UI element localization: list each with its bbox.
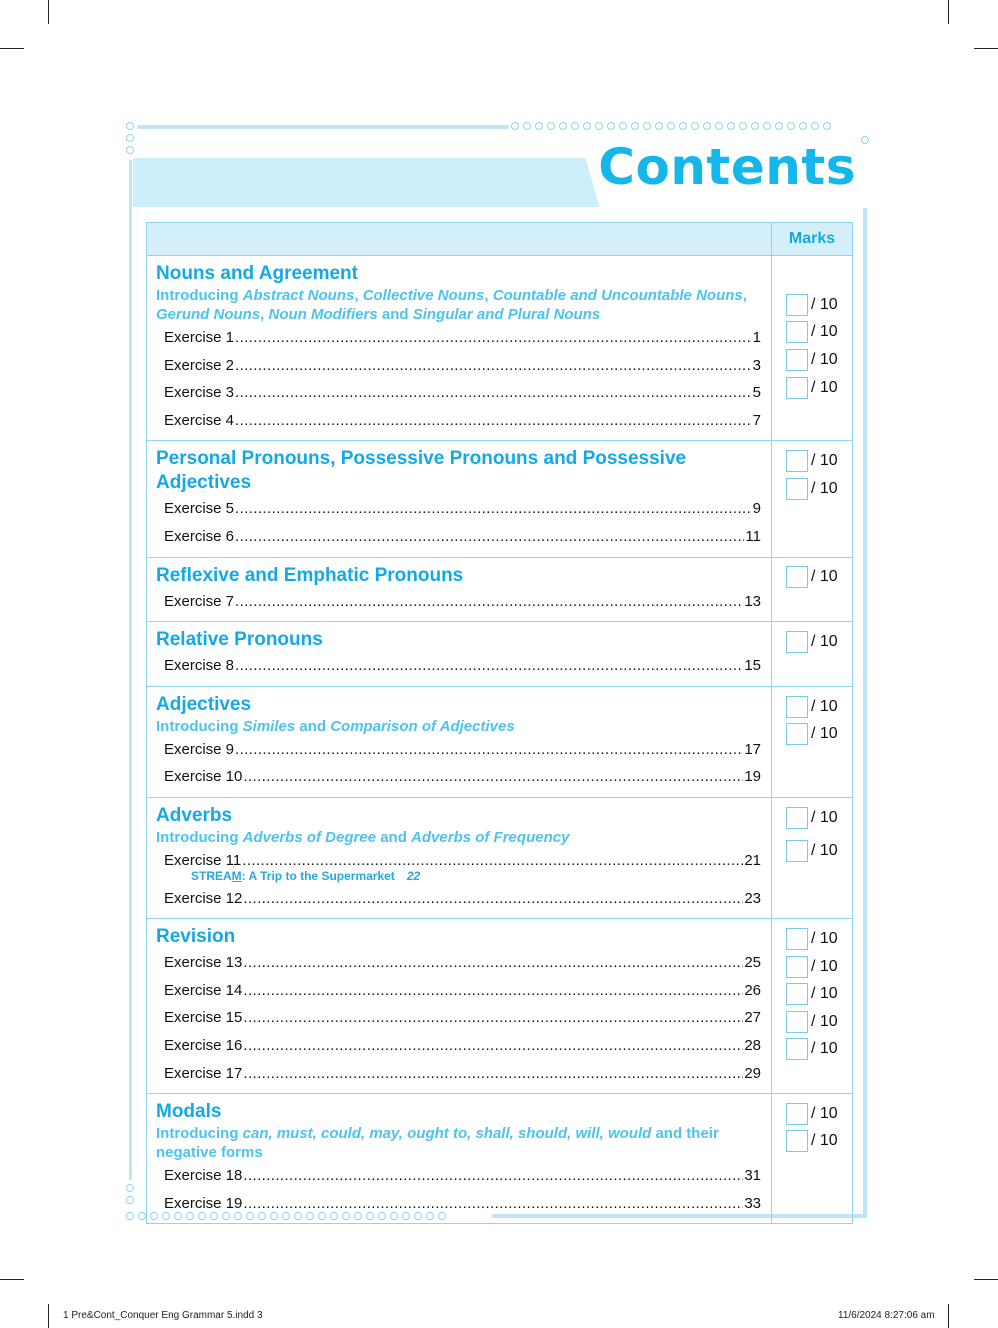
intro-text: and their negative forms: [156, 1125, 719, 1162]
exercise-label: Exercise 15: [164, 1009, 243, 1027]
intro-text: Introducing: [156, 828, 243, 846]
exercise-label: Exercise 5: [164, 500, 235, 518]
crop-mark: [948, 0, 949, 24]
section-row: [147, 622, 853, 687]
marks-entry: [786, 804, 852, 832]
page-number: 27: [744, 1009, 761, 1027]
frame-dot: [126, 146, 134, 154]
intro-text: Introducing: [156, 717, 243, 735]
frame-dot: [861, 136, 869, 144]
marks-out-of: / 10: [811, 295, 838, 313]
intro-term: can, must, could, may, ought to, shall, should, will, would: [242, 1125, 652, 1143]
marks-input-box[interactable]: [786, 1103, 808, 1125]
marks-out-of: / 10: [811, 808, 838, 826]
table-header-blank: [147, 223, 772, 256]
frame-dot: [691, 122, 699, 130]
marks-input-box[interactable]: [786, 807, 808, 829]
page-number: 25: [744, 954, 761, 972]
dot-leader: [235, 352, 752, 380]
marks-input-box[interactable]: [786, 928, 808, 950]
dot-leader: [235, 407, 752, 435]
frame-dot: [559, 122, 567, 130]
marks-input-box[interactable]: [786, 631, 808, 653]
marks-out-of: / 10: [811, 1040, 838, 1058]
exercise-row[interactable]: [156, 763, 761, 791]
marks-entry: [786, 628, 852, 656]
section-title: Reflexive and Emphatic Pronouns: [156, 564, 464, 586]
intro-text: Introducing: [156, 1125, 243, 1143]
marks-input-box[interactable]: [786, 956, 808, 978]
intro-text: ,: [484, 287, 493, 304]
dot-leader: [235, 588, 743, 616]
frame-dot: [607, 122, 615, 130]
page-title: Contents: [598, 138, 856, 196]
intro-term: Adverbs of Degree: [242, 828, 377, 846]
marks-entry: [786, 291, 852, 319]
marks-input-box[interactable]: [786, 696, 808, 718]
exercise-row[interactable]: [156, 949, 761, 977]
page-number: 9: [752, 500, 761, 518]
frame-dot: [823, 122, 831, 130]
page-number: 19: [744, 768, 761, 786]
intro-term: Noun Modifiers: [268, 306, 378, 323]
exercise-label: Exercise 9: [164, 740, 235, 758]
marks-column-header: Marks: [772, 223, 853, 256]
table-header-row: [147, 223, 853, 256]
dot-leader: [243, 949, 743, 977]
page-number: 3: [752, 356, 761, 374]
marks-input-box[interactable]: [786, 321, 808, 343]
exercise-label: Exercise 16: [164, 1036, 243, 1054]
page-number: 29: [744, 1064, 761, 1082]
section-title: Modals: [156, 1101, 222, 1123]
section-title: Revision: [156, 926, 236, 948]
frame-dot: [715, 122, 723, 130]
marks-out-of: / 10: [811, 323, 838, 341]
marks-input-box[interactable]: [786, 1038, 808, 1060]
frame-dot: [739, 122, 747, 130]
marks-input-box[interactable]: [786, 349, 808, 371]
frame-right-line: [863, 160, 867, 1218]
marks-out-of: / 10: [811, 350, 838, 368]
intro-term: Adverbs of Frequency: [411, 828, 570, 846]
footer-file-name: 1 Pre&Cont_Conquer Eng Grammar 5.indd 3: [63, 1310, 263, 1321]
intro-term: Gerund Nouns: [156, 306, 261, 323]
frame-dot: [126, 1184, 134, 1192]
page-number: 5: [752, 384, 761, 402]
exercise-row[interactable]: [156, 352, 761, 380]
marks-out-of: / 10: [811, 378, 838, 396]
crop-mark: [0, 48, 24, 49]
exercise-label: Exercise 13: [164, 954, 243, 972]
marks-entry: [786, 475, 852, 503]
frame-dots-left-bottom: [126, 1184, 134, 1204]
section-row: [147, 686, 853, 797]
marks-entry: [786, 1008, 852, 1036]
exercise-label: Exercise 19: [164, 1194, 243, 1212]
dot-leader: [243, 977, 743, 1005]
marks-entry: [786, 1128, 852, 1156]
frame-dot: [547, 122, 555, 130]
marks-entry: [786, 693, 852, 721]
exercise-label: Exercise 8: [164, 657, 235, 675]
page-number: 13: [744, 592, 761, 610]
marks-cell: [772, 622, 853, 687]
marks-input-box[interactable]: [786, 566, 808, 588]
section-row: [147, 919, 853, 1094]
frame-dot: [523, 122, 531, 130]
intro-text: and: [376, 828, 412, 846]
frame-dot: [511, 122, 519, 130]
exercise-label: Exercise 12: [164, 889, 243, 907]
frame-dot: [703, 122, 711, 130]
frame-dot: [126, 134, 134, 142]
section-intro: [156, 286, 761, 324]
section-row: [147, 441, 853, 557]
marks-cell: [772, 919, 853, 1094]
dot-leader: [243, 763, 743, 791]
dot-leader: [243, 1190, 743, 1218]
marks-out-of: / 10: [811, 697, 838, 715]
exercise-row[interactable]: [156, 324, 761, 352]
exercise-label: Exercise 2: [164, 356, 235, 374]
section-title: Relative Pronouns: [156, 629, 323, 651]
exercise-row[interactable]: [156, 1004, 761, 1032]
marks-entry: [786, 1100, 852, 1128]
frame-dot: [595, 122, 603, 130]
contents-body: [147, 256, 853, 1224]
marks-out-of: / 10: [811, 1104, 838, 1122]
marks-entry: [786, 953, 852, 981]
frame-dot: [727, 122, 735, 130]
section-intro: [156, 828, 761, 847]
section-content-cell: [147, 622, 772, 687]
marks-entry: [786, 564, 852, 592]
marks-out-of: / 10: [811, 725, 838, 743]
intro-term: Countable and Uncountable Nouns: [492, 287, 743, 304]
marks-input-box[interactable]: [786, 1130, 808, 1152]
marks-out-of: / 10: [811, 632, 838, 650]
page-number: 7: [752, 411, 761, 429]
intro-text: Introducing: [156, 287, 243, 304]
stream-label-pre: STREA: [191, 868, 232, 883]
frame-dots-top: [511, 122, 831, 130]
exercise-label: Exercise 4: [164, 411, 235, 429]
marks-out-of: / 10: [811, 1012, 838, 1030]
section-content-cell: [147, 1094, 772, 1224]
page-number: 1: [752, 329, 761, 346]
marks-input-box[interactable]: [786, 840, 808, 862]
page-number: 23: [744, 889, 761, 907]
intro-text: and: [295, 717, 331, 735]
section-row: [147, 557, 853, 622]
frame-dot: [643, 122, 651, 130]
intro-text: ,: [742, 287, 747, 304]
marks-spacer: [786, 262, 852, 291]
stream-label-title: : A Trip to the Supermarket: [241, 868, 395, 883]
marks-entry: [786, 980, 852, 1008]
section-title: Adjectives: [156, 693, 252, 715]
dot-leader: [243, 1060, 743, 1088]
marks-out-of: / 10: [811, 1132, 838, 1150]
marks-input-box[interactable]: [786, 723, 808, 745]
dot-leader: [235, 379, 752, 407]
page-number: 17: [744, 740, 761, 758]
marks-input-box[interactable]: [786, 294, 808, 316]
frame-dot: [763, 122, 771, 130]
page-number: 28: [744, 1036, 761, 1054]
frame-left-line: [129, 160, 132, 1180]
section-content-cell: [147, 919, 772, 1094]
stream-page-number: 22: [406, 868, 421, 883]
frame-dot: [583, 122, 591, 130]
crop-mark: [948, 1304, 949, 1328]
marks-input-box[interactable]: [786, 983, 808, 1005]
intro-text: ,: [354, 287, 363, 304]
dot-leader: [243, 885, 743, 913]
exercise-label: Exercise 7: [164, 592, 235, 610]
dot-leader: [235, 652, 743, 680]
marks-out-of: / 10: [811, 957, 838, 975]
intro-term: Singular and Plural Nouns: [412, 306, 601, 323]
marks-input-box[interactable]: [786, 450, 808, 472]
marks-out-of: / 10: [811, 842, 838, 860]
section-content-cell: [147, 557, 772, 622]
stream-label-underlined: M: [231, 868, 242, 883]
marks-entry: [786, 838, 852, 866]
marks-input-box[interactable]: [786, 377, 808, 399]
section-title: Adverbs: [156, 804, 233, 826]
crop-mark: [974, 1279, 998, 1280]
marks-entry: [786, 374, 852, 402]
marks-out-of: / 10: [811, 452, 838, 470]
frame-dot: [126, 122, 134, 130]
frame-dot: [138, 1212, 146, 1220]
marks-cell: [772, 1094, 853, 1224]
contents-table: [146, 222, 853, 1224]
crop-mark: [48, 1304, 49, 1328]
section-row: [147, 1094, 853, 1224]
exercise-label: Exercise 1: [164, 329, 235, 346]
marks-entry: [786, 1036, 852, 1064]
marks-cell: [772, 686, 853, 797]
frame-dot: [787, 122, 795, 130]
marks-out-of: / 10: [811, 929, 838, 947]
marks-cell: [772, 441, 853, 557]
intro-term: Comparison of Adjectives: [330, 717, 515, 735]
intro-text: and: [377, 306, 413, 323]
exercise-row[interactable]: [156, 977, 761, 1005]
section-row: [147, 797, 853, 918]
page-number: 31: [744, 1167, 761, 1185]
section-intro: [156, 1124, 761, 1162]
exercise-label: Exercise 18: [164, 1167, 243, 1185]
exercise-row[interactable]: [156, 495, 761, 523]
exercise-row[interactable]: [156, 885, 761, 913]
exercise-label: Exercise 6: [164, 527, 235, 545]
frame-dot: [619, 122, 627, 130]
exercise-label: Exercise 3: [164, 384, 235, 402]
exercise-row[interactable]: [156, 523, 761, 551]
section-content-cell: [147, 256, 772, 441]
marks-entry: [786, 447, 852, 475]
dot-leader: [243, 1004, 743, 1032]
section-title: Personal Pronouns, Possessive Pronouns and Possessive Adjectives: [156, 448, 687, 494]
marks-entry: [786, 925, 852, 953]
dot-leader: [235, 324, 752, 352]
page-number: 33: [744, 1194, 761, 1212]
frame-dot: [799, 122, 807, 130]
exercise-label: Exercise 14: [164, 981, 243, 999]
exercise-label: Exercise 17: [164, 1064, 243, 1082]
frame-dot: [775, 122, 783, 130]
frame-dot: [667, 122, 675, 130]
exercise-row[interactable]: [156, 1190, 761, 1218]
exercise-row[interactable]: [156, 736, 761, 764]
exercise-row[interactable]: [156, 1032, 761, 1060]
marks-out-of: / 10: [811, 479, 838, 497]
intro-term: Collective Nouns: [362, 287, 485, 304]
exercise-label: Exercise 10: [164, 768, 243, 786]
marks-input-box[interactable]: [786, 478, 808, 500]
intro-text: ,: [260, 306, 269, 323]
frame-dot: [631, 122, 639, 130]
frame-dot: [126, 1212, 134, 1220]
marks-input-box[interactable]: [786, 1011, 808, 1033]
dot-leader: [235, 736, 743, 764]
exercise-row[interactable]: [156, 407, 761, 435]
frame-dot: [126, 1196, 134, 1204]
dot-leader: [235, 523, 744, 551]
dot-leader: [243, 1162, 743, 1190]
exercise-row[interactable]: [156, 652, 761, 680]
marks-cell: [772, 256, 853, 441]
marks-out-of: / 10: [811, 985, 838, 1003]
frame-dot: [751, 122, 759, 130]
intro-term: Similes: [242, 717, 296, 735]
footer-timestamp: 11/6/2024 8:27:06 am: [838, 1310, 935, 1321]
section-content-cell: [147, 797, 772, 918]
section-row: [147, 256, 853, 441]
marks-cell: [772, 797, 853, 918]
intro-term: Abstract Nouns: [242, 287, 355, 304]
exercise-row[interactable]: [156, 588, 761, 616]
section-content-cell: [147, 686, 772, 797]
exercise-row[interactable]: [156, 1162, 761, 1190]
exercise-row[interactable]: [156, 1060, 761, 1088]
marks-entry: [786, 319, 852, 347]
marks-cell: [772, 557, 853, 622]
page-number: 15: [744, 657, 761, 675]
page-number: 26: [744, 981, 761, 999]
frame-dot: [811, 122, 819, 130]
frame-dot: [535, 122, 543, 130]
dot-leader: [243, 1032, 743, 1060]
page-number: 21: [744, 851, 761, 869]
frame-dot: [571, 122, 579, 130]
section-title: Nouns and Agreement: [156, 263, 358, 284]
frame-dot: [655, 122, 663, 130]
marks-entry: [786, 346, 852, 374]
crop-mark: [974, 48, 998, 49]
frame-dot: [679, 122, 687, 130]
crop-mark: [48, 0, 49, 24]
frame-dots-left-top: [126, 122, 134, 154]
page-number: 11: [745, 527, 761, 545]
section-intro: [156, 717, 761, 736]
marks-entry: [786, 720, 852, 748]
crop-mark: [0, 1279, 24, 1280]
section-content-cell: [147, 441, 772, 557]
marks-out-of: / 10: [811, 568, 838, 586]
exercise-row[interactable]: [156, 379, 761, 407]
frame-top-line: [137, 125, 509, 129]
dot-leader: [235, 495, 752, 523]
exercise-label: Exercise 11: [164, 851, 242, 869]
